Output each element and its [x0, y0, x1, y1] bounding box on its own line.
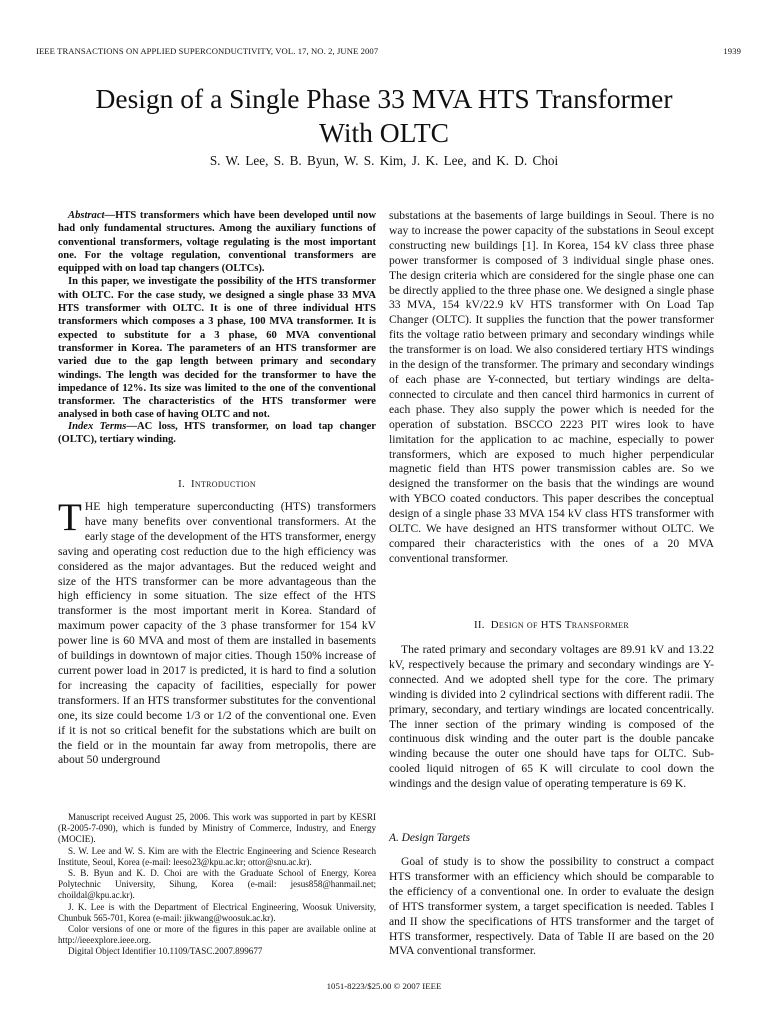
index-terms-label: Index Terms [68, 421, 127, 432]
footnotes [58, 812, 376, 958]
right-column-continuation [389, 209, 714, 567]
footnote-doi: Digital Object Identifier 10.1109/TASC.2007.899677 [68, 946, 263, 957]
title-line-1: Design of a Single Phase 33 MVA HTS Transformer [95, 83, 673, 114]
footnote-affiliation-1: S. W. Lee and W. S. Kim are with the Electric Engineering and Science Research Institute, Seoul, Korea (e-mail: leeso23@kpu.ac.kr; ottor@snu.ac.kr). [58, 845, 376, 867]
footnote-color-versions: Color versions of one or more of the figures in this paper are available online at http://ieeexplore.ieee.org. [58, 924, 376, 946]
introduction-paragraph: THE high temperature superconducting (HTS) transformers have many benefits over conventional transformers. At the early stage of the development of the HTS transformer, energy saving and operating cost reduction due to the high efficiency was considered as the major advantages. But the reduced weight and size of the HTS transformer can be more advantageous than the high efficiency in some situation. The size effect of the HTS transformer is the most important merit in Korea. Standard of maximum power capacity of the 3 phase transformer for 154 kV power line is 60 MVA and most of them are installed in basements of buildings in downtown of major cities. Though 150% increase of current power load in 2017 is predicted, it is hard to find a solution for increasing the capacity of facilities, especially for power transformers. If an HTS transformer substitutes for the conventional one, its size could become 1/3 or 1/2 of the conventional one. Even if it is not so critical benefit for the substations which are built on the field or in the mountain far away from metropolis, there are about 50 underground [58, 496, 376, 767]
author-list: S. W. Lee, S. B. Byun, W. S. Kim, J. K. Lee, and K. D. Choi [209, 153, 559, 168]
journal-name: IEEE TRANSACTIONS ON APPLIED SUPERCONDUCTIVITY, VOL. 17, NO. 2, JUNE 2007 [36, 46, 379, 56]
design-targets-body [389, 855, 714, 959]
drop-cap: T [58, 496, 82, 539]
footnote-manuscript: Manuscript received August 25, 2006. This work was supported in part by KESRI (R-2005-7-090), which is funded by Ministry of Commerce, Industry, and Energy (MOCIE). [58, 812, 376, 845]
abstract-label: Abstract [68, 210, 105, 221]
abstract-text-1: HTS transformers which have been developed until now had only fundamental structures. Among the auxiliary functions of conventional transformers, voltage regulating is the most important one. For the voltage regulation, conventional transformers are equipped with on load tap changers (OLTCs). [58, 210, 376, 275]
running-header [36, 46, 741, 56]
index-terms-text: AC loss, HTS transformer, on load tap changer (OLTC), tertiary winding. [58, 421, 376, 446]
section-heading-introduction: I. Introduction [178, 478, 256, 490]
introduction-body [58, 496, 376, 768]
section-heading-design: II. Design of HTS Transformer [473, 619, 629, 631]
design-body [389, 643, 714, 792]
abstract-paragraph-1: Abstract—HTS transformers which have been developed until now had only fundamental structures. Among the auxiliary functions of conventional transformers, voltage regulating is the most important one. For the voltage regulation, conventional transformers are equipped with on load tap changers (OLTCs). [58, 210, 376, 275]
continuation-paragraph: substations at the basements of large buildings in Seoul. There is no way to increase the power capacity of the substations in Seoul except constructing new buildings [1]. In Korea, 154 kV class three phase power transformer is composed of 3 individual single phase ones. The design criteria which are considered for the single phase one can be directly applied to the three phase one. We designed a single phase 33 MVA, 154 kV/22.9 kV HTS transformer with On Load Tap Changer (OLTC). It supplies the function that the power transformer fits the voltage ratio between primary and secondary windings while the transformer is on load. We also considered tertiary HTS windings in the design of the transformer. The primary and secondary windings of each phase are Y-connected, but tertiary windings are delta-connected to circulate and then cancel third harmonics in current of each phase. They also supply the power which is needed for the operation of substation. BSCCO 2223 PIT wires look to have limitation for the application to ac machine, especially to power transformers, which are exposed to much higher perpendicular magnetic field than HTS power transmission cables are. So we designed the transformer on the basis that the windings are wound with YBCO coated conductors. This paper describes the conceptual design of a single phase 33 MVA 154 kV class HTS transformer with OLTC. We have designed an HTS transformer without OLTC. We compared their characteristics with the ones of a 20 MVA conventional transformer. [389, 209, 714, 565]
design-paragraph: The rated primary and secondary voltages are 89.91 kV and 13.22 kV, respectively because the primary and secondary windings are Y-connected. And we adopted shell type for the core. The primary winding is divided into 2 cylindrical sections with different radii. The primary, secondary, and tertiary windings are located concentrically. The inner section of the primary winding is composed of the continuous disk winding and the outer part is the double pancake winding because the outer one should have taps for OLTC. Sub-cooled liquid nitrogen of 65 K will circulate to cool down the windings and the design value of operating temperature is 69 K. [389, 643, 714, 791]
title-line-2: With OLTC [318, 117, 450, 148]
footnote-affiliation-2: S. B. Byun and K. D. Choi are with the Graduate School of Energy, Korea Polytechnic University, Sihung, Korea (e-mail: jesus858@hanmail.net; choildal@kpu.ac.kr). [58, 868, 376, 901]
paper-title [20, 82, 748, 150]
design-targets-paragraph: Goal of study is to show the possibility to construct a compact HTS transformer with an efficiency which should be comparable to the efficiency of a conventional one. In order to evaluate the design of HTS transformer system, a target specification is needed. Tables I and II show the specifications of HTS transformer and the target of HTS transformer, respectively. Data of Table II are based on the 20 MVA conventional transformer. [389, 855, 714, 958]
abstract-paragraph-2: In this paper, we investigate the possibility of the HTS transformer with OLTC. For the case study, we designed a single phase 33 MVA HTS transformer with OLTC. It is one of three individual HTS transformers which composes a 3 phase, 100 MVA transformer. It is expected to substitute for a 3 phase, 60 MVA conventional transformer in Korea. The parameters of an HTS transformer are varied due to the gap length between primary and secondary windings. The length was decided for the transformer to have the impedance of 12%. Its size was limited to the one of the conventional transformer. The characteristics of the HTS transformer were analysed in both case of having OLTC and not. [58, 276, 376, 421]
index-terms: Index Terms—AC loss, HTS transformer, on load tap changer (OLTC), tertiary winding. [58, 421, 376, 446]
page-number: 1939 [723, 46, 741, 56]
copyright-footer: 1051-8223/$25.00 © 2007 IEEE [326, 981, 442, 991]
abstract [58, 209, 376, 422]
footnote-affiliation-3: J. K. Lee is with the Department of Electrical Engineering, Woosuk University, Chunbuk 565-701, Korea (e-mail: jikwang@woosuk.ac.kr). [58, 901, 376, 923]
subsection-heading-design-targets: A. Design Targets [389, 832, 471, 844]
